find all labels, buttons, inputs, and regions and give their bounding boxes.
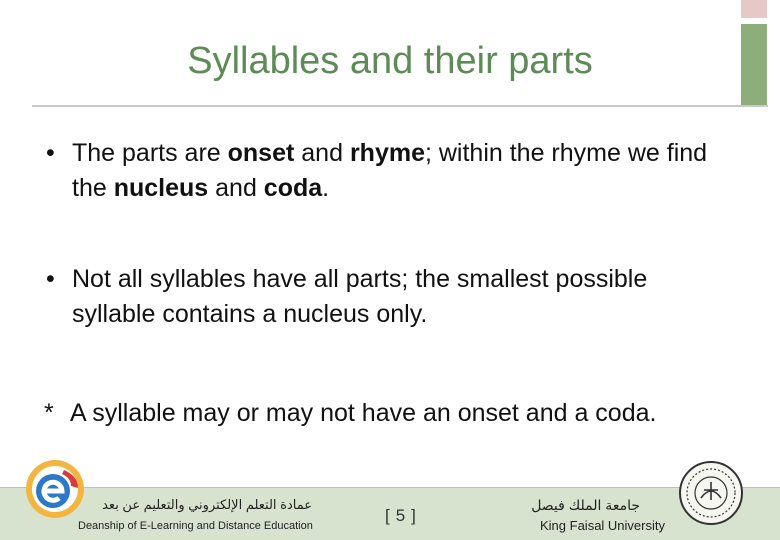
note-text: A syllable may or may not have an onset and a coda. [70, 399, 657, 427]
bullet-text-segment: and [294, 139, 350, 167]
deanship-name-english: Deanship of E-Learning and Distance Education [78, 520, 313, 532]
university-name-english: King Faisal University [540, 518, 665, 533]
bullet-text-segment: and [208, 174, 264, 202]
note-marker: * [44, 399, 54, 427]
bullet-marker: • [46, 265, 55, 293]
bullet-text-segment: . [322, 174, 330, 202]
term-onset: onset [227, 139, 295, 167]
accent-bar-pink [741, 0, 767, 18]
bullet-text-segment: The parts are [72, 139, 228, 167]
term-coda: coda [263, 174, 323, 202]
bullet-text [46, 136, 736, 206]
slide-title: Syllables and their parts [187, 40, 593, 82]
bullet-parts [46, 136, 736, 206]
note-onset-coda [44, 396, 734, 431]
bullet-marker: • [46, 139, 55, 167]
university-seal-icon [678, 460, 744, 526]
page-number: [5] [385, 506, 422, 525]
bullet-text-segment: ; within the rhyme we find the [72, 139, 708, 202]
deanship-name-arabic: عمادة التعلم الإلكتروني والتعليم عن بعد [102, 497, 312, 512]
e-learning-logo-icon [24, 458, 86, 520]
bullet-smallest-syllable [46, 262, 736, 332]
footer-divider [0, 487, 780, 488]
term-rhyme: rhyme [349, 139, 425, 167]
bullet-text: Not all syllables have all parts; the smallest possible syllable contains a nucleus only. [72, 265, 648, 328]
term-nucleus: nucleus [113, 174, 209, 202]
university-name-arabic: جامعة الملك فيصل [531, 497, 640, 513]
title-divider [32, 105, 768, 107]
